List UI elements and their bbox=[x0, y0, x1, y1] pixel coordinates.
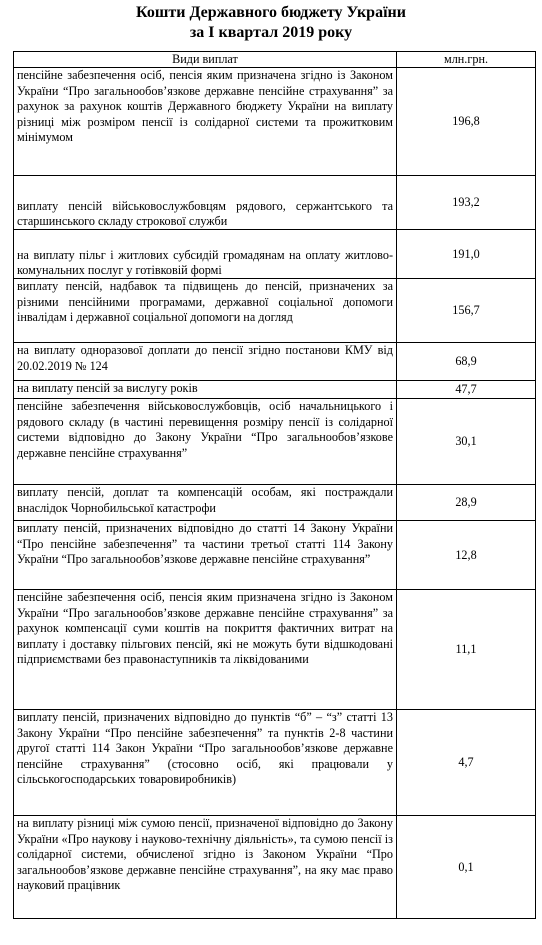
page-title bbox=[0, 0, 542, 43]
table-row bbox=[14, 590, 536, 710]
table-row bbox=[14, 710, 536, 816]
row-description: на виплату пільг і житлових субсидій громадянам на оплату житлово-комунальних послуг у готівковій формі bbox=[14, 230, 397, 279]
row-description: виплату пенсій, доплат та компенсацій особам, які постраждали внаслідок Чорнобильської катастрофи bbox=[14, 485, 397, 521]
column-header-type: Види виплат bbox=[14, 52, 397, 68]
table-row bbox=[14, 68, 536, 176]
payments-table bbox=[13, 51, 536, 919]
row-amount: 4,7 bbox=[397, 710, 536, 816]
row-description: виплату пенсій, призначених відповідно до статті 14 Закону України “Про пенсійне забезпечення” та частини третьої статті 114 Закону України “Про загальнообов’язкове державне пенсійне страхування” bbox=[14, 521, 397, 590]
table-row bbox=[14, 816, 536, 919]
table-row bbox=[14, 279, 536, 343]
row-amount: 47,7 bbox=[397, 381, 536, 399]
table-row bbox=[14, 521, 536, 590]
row-amount: 68,9 bbox=[397, 343, 536, 381]
row-description: на виплату різниці між сумою пенсії, призначеної відповідно до Закону України «Про наукову і науково-технічну діяльність», та сумою пенсії із солідарної системи, обчисленої згідно із Законом України “Про загальнообов’язкове державне пенсійне страхування”, на яку має право науковий працівник bbox=[14, 816, 397, 919]
row-description: пенсійне забезпечення осіб, пенсія яким призначена згідно із Законом України “Про загальнообов’язкове державне пенсійне страхування” за рахунок компенсації суми коштів на покриття фактичних витрат на виплату і доставку пільгових пенсій, які не можуть бути відшкодовані підприємствами без правонаступників та ліквідованими bbox=[14, 590, 397, 710]
table-row bbox=[14, 485, 536, 521]
row-amount: 30,1 bbox=[397, 399, 536, 485]
row-amount: 193,2 bbox=[397, 176, 536, 230]
row-description: на виплату пенсій за вислугу років bbox=[14, 381, 397, 399]
title-line-2: за І квартал 2019 року bbox=[189, 24, 353, 41]
table-row bbox=[14, 399, 536, 485]
row-amount: 11,1 bbox=[397, 590, 536, 710]
row-description: пенсійне забезпечення військовослужбовців, осіб начальницького і рядового складу (в частині перевищення розміру пенсії із солідарної системи відповідно до Закону України “Про загальнообов’язкове державне пенсійне страхування” bbox=[14, 399, 397, 485]
table-row bbox=[14, 176, 536, 230]
row-description: виплату пенсій, надбавок та підвищень до пенсій, призначених за різними пенсійними програмами, державної соціальної допомоги інвалідам і державної соціальної допомоги на догляд bbox=[14, 279, 397, 343]
row-description: виплату пенсій, призначених відповідно до пунктів “б” – “з” статті 13 Закону України “Про пенсійне забезпечення” та пунктів 2-8 частини другої статті 114 Закон України “Про загальнообов’язкове державне пенсійне страхування” (стосовно осіб, які працювали у сільськогосподарських товаровиробників) bbox=[14, 710, 397, 816]
table-row bbox=[14, 230, 536, 279]
row-description: пенсійне забезпечення осіб, пенсія яким призначена згідно із Законом України “Про загальнообов’язкове державне пенсійне страхування” за рахунок за рахунок коштів Державного бюджету України на виплату різниці між розміром пенсії із солідарної системи та прожитковим мінімумом bbox=[14, 68, 397, 176]
row-description: на виплату одноразової доплати до пенсії згідно постанови КМУ від 20.02.2019 № 124 bbox=[14, 343, 397, 381]
row-amount: 191,0 bbox=[397, 230, 536, 279]
table-row bbox=[14, 343, 536, 381]
row-amount: 0,1 bbox=[397, 816, 536, 919]
table-row bbox=[14, 381, 536, 399]
row-amount: 156,7 bbox=[397, 279, 536, 343]
table-header-row bbox=[14, 52, 536, 68]
title-line-1: Кошти Державного бюджету України bbox=[136, 4, 406, 21]
row-amount: 196,8 bbox=[397, 68, 536, 176]
column-header-amount: млн.грн. bbox=[397, 52, 536, 68]
row-description: виплату пенсій військовослужбовцям рядового, сержантського та старшинського складу строкової служби bbox=[14, 176, 397, 230]
row-amount: 28,9 bbox=[397, 485, 536, 521]
row-amount: 12,8 bbox=[397, 521, 536, 590]
